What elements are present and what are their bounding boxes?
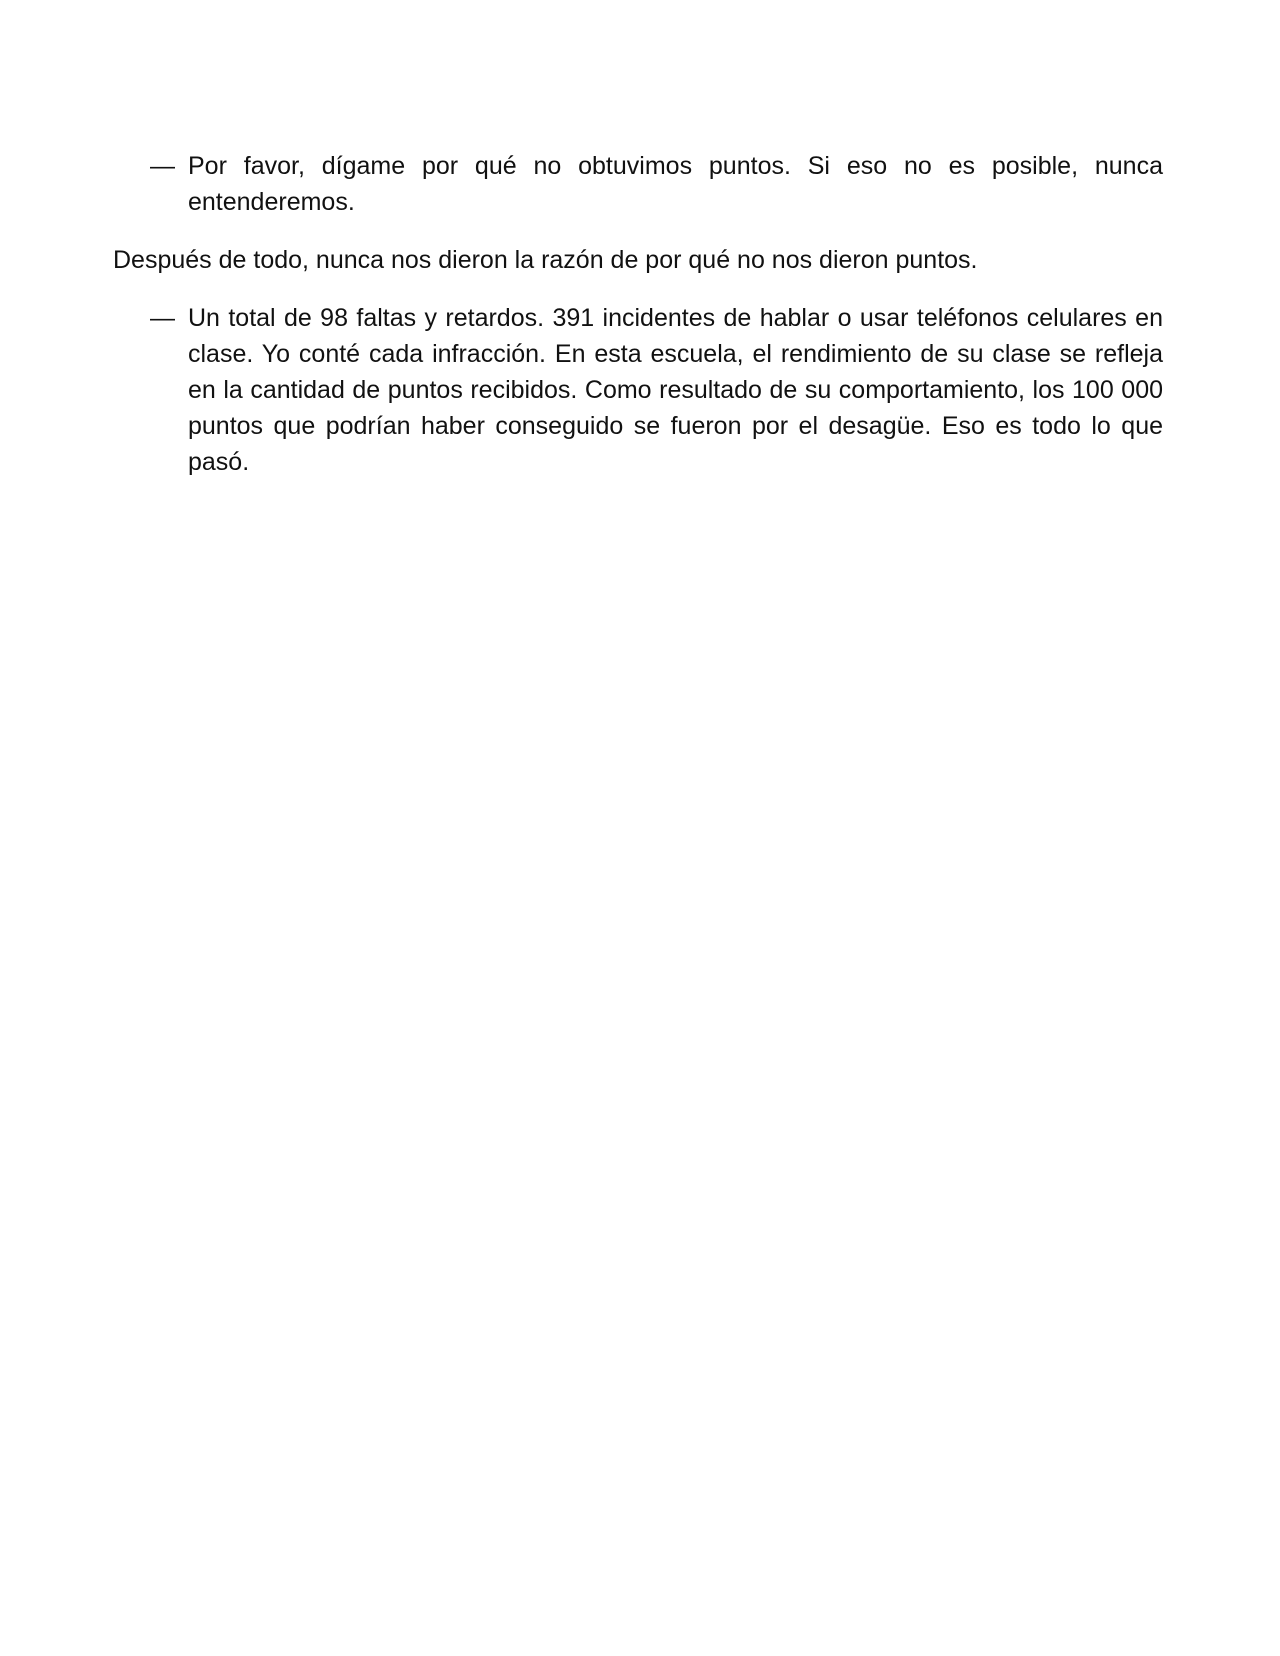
dialogue-dash: — bbox=[150, 152, 175, 180]
dialogue-text: Por favor, dígame por qué no obtuvimos puntos. Si eso no es posible, nunca entenderemos. bbox=[188, 152, 1163, 216]
dialogue-paragraph-1 bbox=[113, 148, 1163, 220]
document-body bbox=[113, 148, 1163, 480]
dialogue-dash: — bbox=[150, 304, 175, 332]
dialogue-paragraph-2 bbox=[113, 300, 1163, 480]
narration-paragraph: Después de todo, nunca nos dieron la razón de por qué no nos dieron puntos. bbox=[113, 246, 978, 274]
dialogue-text: Un total de 98 faltas y retardos. 391 incidentes de hablar o usar teléfonos celulares en clase. Yo conté cada infracción. En esta escuela, el rendimiento de su clase se refleja en la cantidad de puntos recibidos. Como resultado de su comportamiento, los 100 000 puntos que podrían haber conseguido se fueron por el desagüe. Eso es todo lo que pasó. bbox=[188, 304, 1163, 476]
